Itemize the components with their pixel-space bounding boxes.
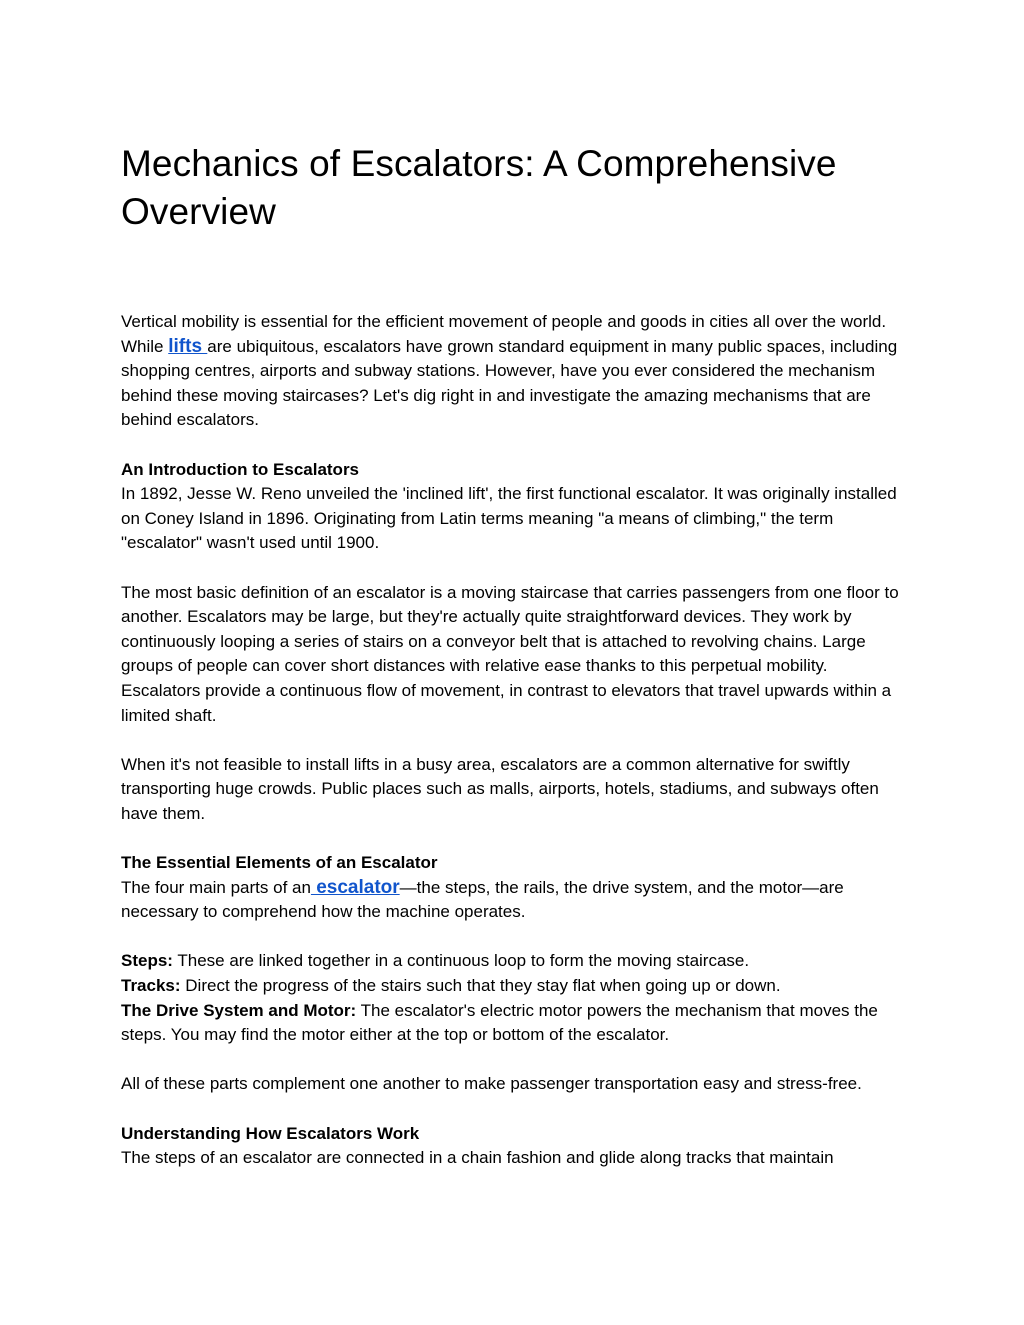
page-title: Mechanics of Escalators: A Comprehensive Overview [121,143,837,232]
section-heading-how-it-works: Understanding How Escalators Work [121,1123,420,1143]
section-essential-elements [121,851,911,925]
alternative-paragraph: When it's not feasible to install lifts in a busy area, escalators are a common alternative for swiftly transporting huge crowds. Public places such as malls, airports, hotels, stadiums, and subways often have them. [121,754,879,823]
element-label: Steps: [121,951,173,971]
element-label: The Drive System and Motor: [121,1000,357,1020]
history-paragraph: In 1892, Jesse W. Reno unveiled the 'inclined lift', the first functional escalator. It was originally installed on Coney Island in 1896. Originating from Latin terms meaning "a means of climbing," the term "escalator" wasn't used until 1900. [121,484,897,553]
intro-text-before-link: Vertical mobility is essential for the efficient movement of people and goods in cities all over the world. While [121,312,887,356]
element-item-tracks [121,974,911,999]
element-text: These are linked together in a continuous loop to form the moving staircase. [172,951,750,971]
elements-text-before-link: The four main parts of an [121,877,311,897]
document-body [121,310,911,1195]
intro-paragraph [121,310,911,433]
section-how-escalators-work [121,1122,911,1171]
element-item-steps [121,949,911,974]
element-text: Direct the progress of the stairs such that they stay flat when going up or down. [180,976,781,996]
elements-closing-paragraph: All of these parts complement one another to make passenger transportation easy and stress-free. [121,1074,862,1094]
section-heading-introduction: An Introduction to Escalators [121,459,360,479]
definition-paragraph: The most basic definition of an escalator is a moving staircase that carries passengers from one floor to another. Escalators may be large, but they're actually quite straightforward devices. They work by continuously looping a series of stairs on a conveyor belt that is attached to revolving chains. Large groups of people can cover short distances with relative ease thanks to this perpetual mobility. Escalators provide a continuous flow of movement, in contrast to elevators that travel upwards within a limited shaft. [121,582,899,725]
intro-text-after-link: are ubiquitous, escalators have grown standard equipment in many public spaces, including shopping centres, airports and subway stations. However, have you ever considered the mechanism behind these moving staircases? Let's dig right in and investigate the amazing mechanisms that are behind escalators. [121,336,898,430]
section-intro-escalators [121,458,911,556]
escalator-link[interactable]: escalator [310,876,400,898]
how-it-works-paragraph: The steps of an escalator are connected in a chain fashion and glide along tracks that maintain [121,1148,834,1168]
element-text: The escalator's electric motor powers the mechanism that moves the steps. You may find the motor either at the top or bottom of the escalator. [121,1000,878,1045]
section-heading-elements: The Essential Elements of an Escalator [121,853,438,873]
lifts-link[interactable]: lifts [168,335,208,357]
elements-text-after-link: —the steps, the rails, the drive system, and the motor—are necessary to comprehend how the machine operates. [121,877,844,922]
elements-list [121,949,911,1047]
element-item-drive-system [121,999,911,1048]
element-label: Tracks: [121,976,181,996]
